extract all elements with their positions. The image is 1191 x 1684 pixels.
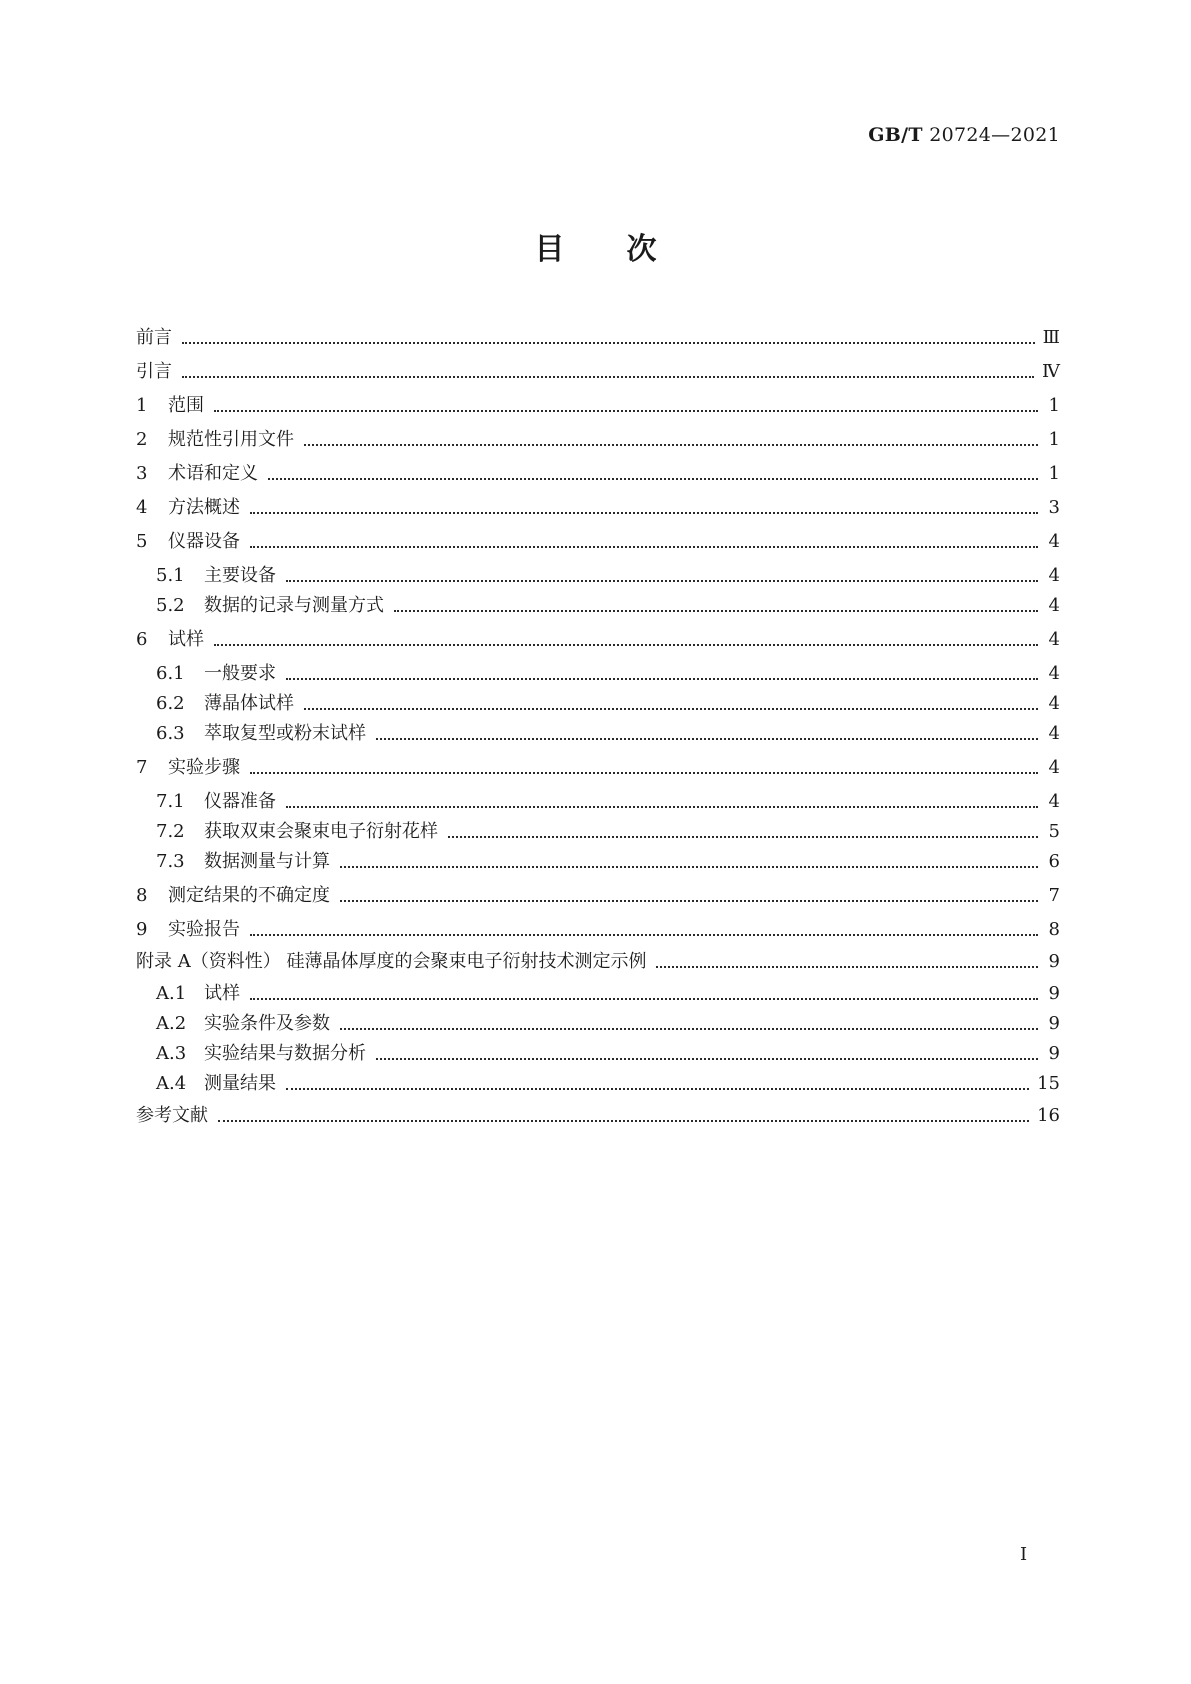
toc-dot-leader: [182, 376, 1034, 378]
toc-dot-leader: [250, 772, 1038, 774]
toc-entry-page: 1: [1048, 395, 1060, 416]
toc-entry-number: A.2: [156, 1013, 187, 1034]
toc-entry-label: [156, 850, 330, 874]
toc-entry-title: 实验报告: [168, 919, 240, 940]
toc-entry[interactable]: [136, 876, 1060, 908]
toc-entry[interactable]: [136, 318, 1060, 350]
toc-dot-leader: [250, 934, 1038, 936]
toc-entry-label: [156, 594, 384, 618]
standard-code-prefix: GB/T: [868, 124, 923, 146]
toc-entry-label: [156, 982, 240, 1006]
toc-entry-page: 9: [1048, 951, 1060, 972]
toc-entry-label: [156, 1012, 330, 1036]
toc-entry-label: [136, 326, 172, 350]
toc-entry-title: 参考文献: [136, 1105, 208, 1126]
toc-entry-page: Ⅳ: [1042, 361, 1060, 382]
toc-entry-page: 4: [1048, 663, 1060, 684]
toc-entry-number: 3: [136, 463, 148, 484]
toc-entry-title: 主要设备: [204, 565, 276, 586]
toc-entry[interactable]: [136, 714, 1060, 746]
toc-dot-leader: [376, 738, 1038, 740]
toc-entry[interactable]: [136, 420, 1060, 452]
toc-entry-number: A.4: [156, 1073, 187, 1094]
toc-dot-leader: [250, 998, 1038, 1000]
toc-entry-number: 7.1: [156, 791, 185, 812]
toc-entry-label: [136, 950, 646, 974]
toc-entry-title: 一般要求: [204, 663, 276, 684]
standard-code-number: 20724—2021: [929, 124, 1060, 146]
toc-entry-label: [156, 692, 294, 716]
toc-entry-number: 6.2: [156, 693, 185, 714]
toc-dot-leader: [286, 678, 1038, 680]
page-title: 目次: [534, 232, 719, 267]
toc-entry-page: 8: [1048, 919, 1060, 940]
toc-dot-leader: [376, 1058, 1038, 1060]
toc-dot-leader: [286, 806, 1038, 808]
toc-entry[interactable]: [136, 782, 1060, 814]
toc-entry-page: 7: [1048, 885, 1060, 906]
toc-dot-leader: [304, 444, 1038, 446]
toc-entry[interactable]: [136, 974, 1060, 1006]
toc-entry-label: [136, 1104, 208, 1128]
toc-dot-leader: [340, 900, 1038, 902]
toc-entry-label: [136, 428, 294, 452]
toc-entry-page: 4: [1048, 693, 1060, 714]
toc-entry[interactable]: [136, 748, 1060, 780]
toc-dot-leader: [340, 1028, 1038, 1030]
toc-entry-label: [136, 360, 172, 384]
toc-entry-title: 测量结果: [204, 1073, 276, 1094]
toc-dot-leader: [394, 610, 1038, 612]
toc-entry-title: 萃取复型或粉末试样: [204, 723, 366, 744]
toc-entry-title: 附录 A（资料性） 硅薄晶体厚度的会聚束电子衍射技术测定示例: [136, 951, 647, 972]
toc-entry-label: [156, 722, 366, 746]
toc-entry-title: 仪器准备: [204, 791, 276, 812]
toc-entry-label: [136, 756, 240, 780]
toc-entry-title: 数据测量与计算: [204, 851, 330, 872]
toc-entry-label: [136, 628, 204, 652]
toc-entry-page: 6: [1048, 851, 1060, 872]
page-number: I: [1020, 1544, 1028, 1565]
toc-entry-title: 试样: [168, 629, 204, 650]
toc-dot-leader: [286, 1088, 1029, 1090]
toc-entry-label: [136, 530, 240, 554]
toc-entry-number: A.3: [156, 1043, 187, 1064]
toc-entry-title: 术语和定义: [168, 463, 258, 484]
toc-entry-label: [156, 1072, 276, 1096]
toc-entry-label: [136, 918, 240, 942]
toc-dot-leader: [268, 478, 1038, 480]
toc-entry-page: 9: [1048, 983, 1060, 1004]
toc-entry-number: A.1: [156, 983, 187, 1004]
toc-entry-label: [156, 790, 276, 814]
toc-entry-title: 数据的记录与测量方式: [204, 595, 384, 616]
toc-entry[interactable]: [136, 522, 1060, 554]
toc-entry-page: Ⅲ: [1042, 327, 1060, 348]
toc-entry-number: 7: [136, 757, 148, 778]
toc-dot-leader: [340, 866, 1038, 868]
toc-entry[interactable]: [136, 654, 1060, 686]
toc-entry-number: 4: [136, 497, 148, 518]
toc-entry[interactable]: [136, 1064, 1060, 1096]
toc-entry-label: [156, 820, 438, 844]
toc-entry-page: 4: [1048, 757, 1060, 778]
toc-dot-leader: [250, 512, 1038, 514]
toc-dot-leader: [250, 546, 1038, 548]
toc-entry-title: 测定结果的不确定度: [168, 885, 330, 906]
toc-entry[interactable]: [136, 842, 1060, 874]
toc-entry-title: 范围: [168, 395, 204, 416]
toc-entry[interactable]: [136, 352, 1060, 384]
toc-entry-page: 16: [1037, 1105, 1060, 1126]
toc-entry[interactable]: [136, 488, 1060, 520]
toc-entry-number: 1: [136, 395, 148, 416]
toc-entry[interactable]: [136, 684, 1060, 716]
toc-entry[interactable]: [136, 1034, 1060, 1066]
toc-entry-number: 5.1: [156, 565, 185, 586]
toc-dot-leader: [182, 342, 1035, 344]
toc-entry-page: 1: [1048, 429, 1060, 450]
toc-entry-label: [136, 496, 240, 520]
toc-entry[interactable]: [136, 556, 1060, 588]
toc-entry-title: 实验结果与数据分析: [204, 1043, 366, 1064]
toc-entry[interactable]: [136, 1004, 1060, 1036]
toc-entry-page: 4: [1048, 629, 1060, 650]
toc-entry-page: 15: [1037, 1073, 1060, 1094]
toc-entry-page: 3: [1048, 497, 1060, 518]
toc-entry-number: 6.1: [156, 663, 185, 684]
toc-entry-page: 9: [1048, 1043, 1060, 1064]
toc-dot-leader: [214, 410, 1038, 412]
toc-entry-label: [156, 662, 276, 686]
toc-dot-leader: [218, 1120, 1029, 1122]
toc-entry[interactable]: [136, 586, 1060, 618]
toc-entry-title: 规范性引用文件: [168, 429, 294, 450]
toc-entry-label: [156, 564, 276, 588]
toc-dot-leader: [656, 966, 1038, 968]
toc-entry-label: [136, 884, 330, 908]
toc-entry-page: 9: [1048, 1013, 1060, 1034]
toc-entry-page: 4: [1048, 723, 1060, 744]
toc-entry-page: 1: [1048, 463, 1060, 484]
toc-entry-title: 获取双束会聚束电子衍射花样: [204, 821, 438, 842]
toc-entry[interactable]: [136, 942, 1060, 974]
toc-entry-title: 引言: [136, 361, 172, 382]
toc-entry[interactable]: [136, 620, 1060, 652]
toc-entry-page: 5: [1048, 821, 1060, 842]
toc-entry-number: 6: [136, 629, 148, 650]
toc-entry[interactable]: [136, 1096, 1060, 1128]
toc-entry[interactable]: [136, 812, 1060, 844]
toc-dot-leader: [214, 644, 1038, 646]
toc-entry-page: 4: [1048, 531, 1060, 552]
toc-dot-leader: [448, 836, 1038, 838]
toc-entry[interactable]: [136, 910, 1060, 942]
toc-entry-title: 实验步骤: [168, 757, 240, 778]
toc-entry-page: 4: [1048, 565, 1060, 586]
toc-entry-number: 6.3: [156, 723, 185, 744]
toc-entry-number: 7.3: [156, 851, 185, 872]
toc-entry-title: 仪器设备: [168, 531, 240, 552]
toc-entry[interactable]: [136, 386, 1060, 418]
toc-entry-title: 试样: [204, 983, 240, 1004]
toc-entry-number: 5: [136, 531, 148, 552]
toc-dot-leader: [304, 708, 1038, 710]
toc-entry[interactable]: [136, 454, 1060, 486]
toc-entry-page: 4: [1048, 595, 1060, 616]
toc-entry-label: [156, 1042, 366, 1066]
toc-dot-leader: [286, 580, 1038, 582]
toc-entry-number: 8: [136, 885, 148, 906]
toc-entry-page: 4: [1048, 791, 1060, 812]
toc-entry-title: 方法概述: [168, 497, 240, 518]
toc-entry-title: 前言: [136, 327, 172, 348]
toc-entry-title: 薄晶体试样: [204, 693, 294, 714]
toc-entry-number: 9: [136, 919, 148, 940]
toc-entry-number: 5.2: [156, 595, 185, 616]
toc-entry-label: [136, 394, 204, 418]
toc-entry-number: 7.2: [156, 821, 185, 842]
toc-entry-number: 2: [136, 429, 148, 450]
standard-code: [848, 124, 1060, 146]
toc-entry-label: [136, 462, 258, 486]
toc-entry-title: 实验条件及参数: [204, 1013, 330, 1034]
